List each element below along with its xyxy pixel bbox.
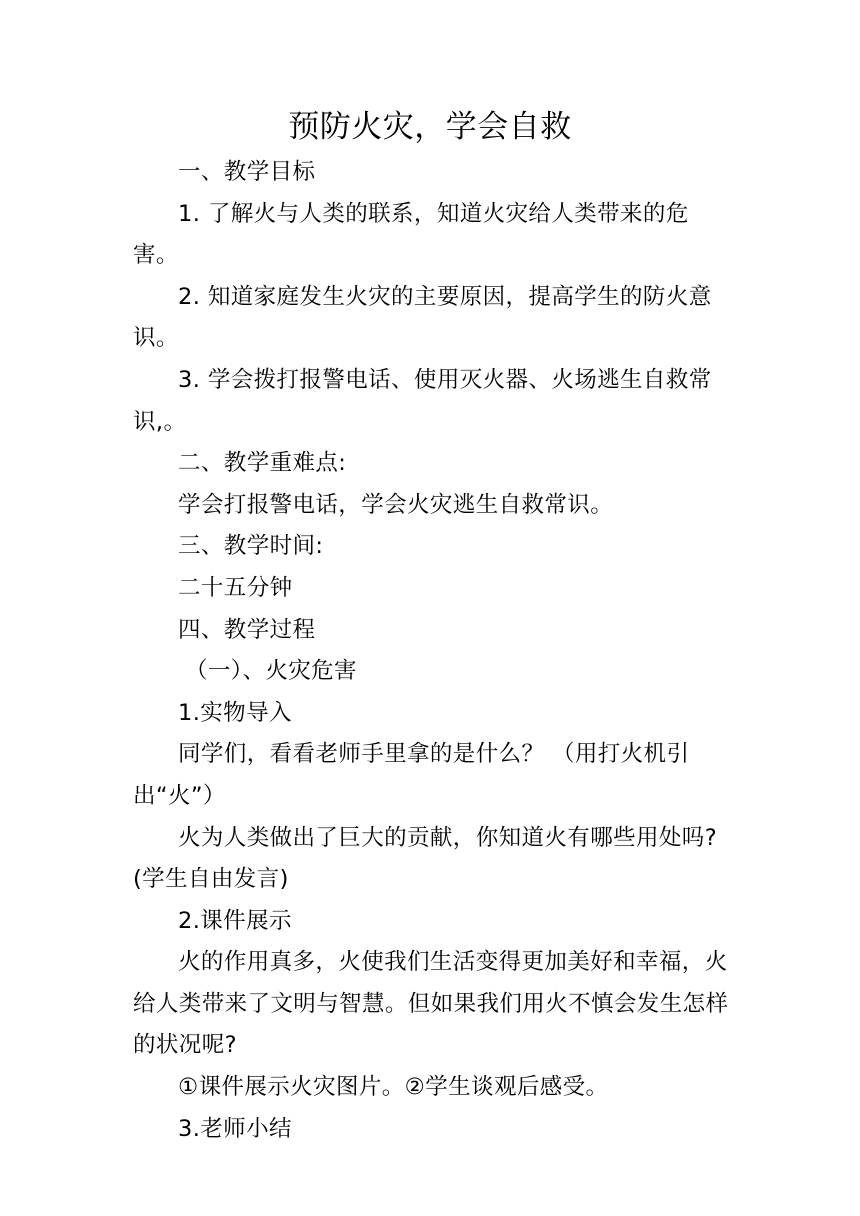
section-heading-key-points: 二、教学重难点: (178, 450, 347, 477)
duration-text: 二十五分钟 (178, 574, 293, 601)
objective-item-2: 2. 知道家庭发生火灾的主要原因，提高学生的防火意识。 (133, 283, 712, 352)
section-heading-duration: 三、教学时间: (178, 533, 324, 560)
step-heading-2: 2.课件展示 (178, 907, 292, 934)
section-heading-objectives: 一、教学目标 (178, 159, 316, 185)
step-heading-1: 1.实物导入 (178, 699, 292, 726)
step-1-paragraph-b: 火为人类做出了巨大的贡献，你知道火有哪些用处吗?(学生自由发言) (133, 824, 718, 893)
step-2-paragraph-a: 火的作用真多，火使我们生活变得更加美好和幸福，火给人类带来了文明与智慧。但如果我们用火不慎会发生怎样的状况呢? (133, 949, 729, 1059)
step-heading-3: 3.老师小结 (178, 1115, 292, 1142)
document-title: 预防火灾，学会自救 (288, 109, 572, 145)
step-1-paragraph-a: 同学们，看看老师手里拿的是什么？ （用打火机引出“火”） (133, 741, 690, 809)
step-2-paragraph-b: ①课件展示火灾图片。②学生谈观后感受。 (178, 1074, 609, 1101)
section-heading-process: 四、教学过程 (178, 616, 316, 643)
document-body (133, 152, 733, 1150)
objective-item-3: 3. 学会拨打报警电话、使用灭火器、火场逃生自救常识,。 (133, 366, 712, 435)
subsection-heading-fire-hazards: （一）、火灾危害 (185, 658, 357, 685)
key-points-text: 学会打报警电话，学会火灾逃生自救常识。 (178, 491, 614, 518)
objective-item-1: 1. 了解火与人类的联系，知道火灾给人类带来的危害。 (133, 200, 689, 269)
